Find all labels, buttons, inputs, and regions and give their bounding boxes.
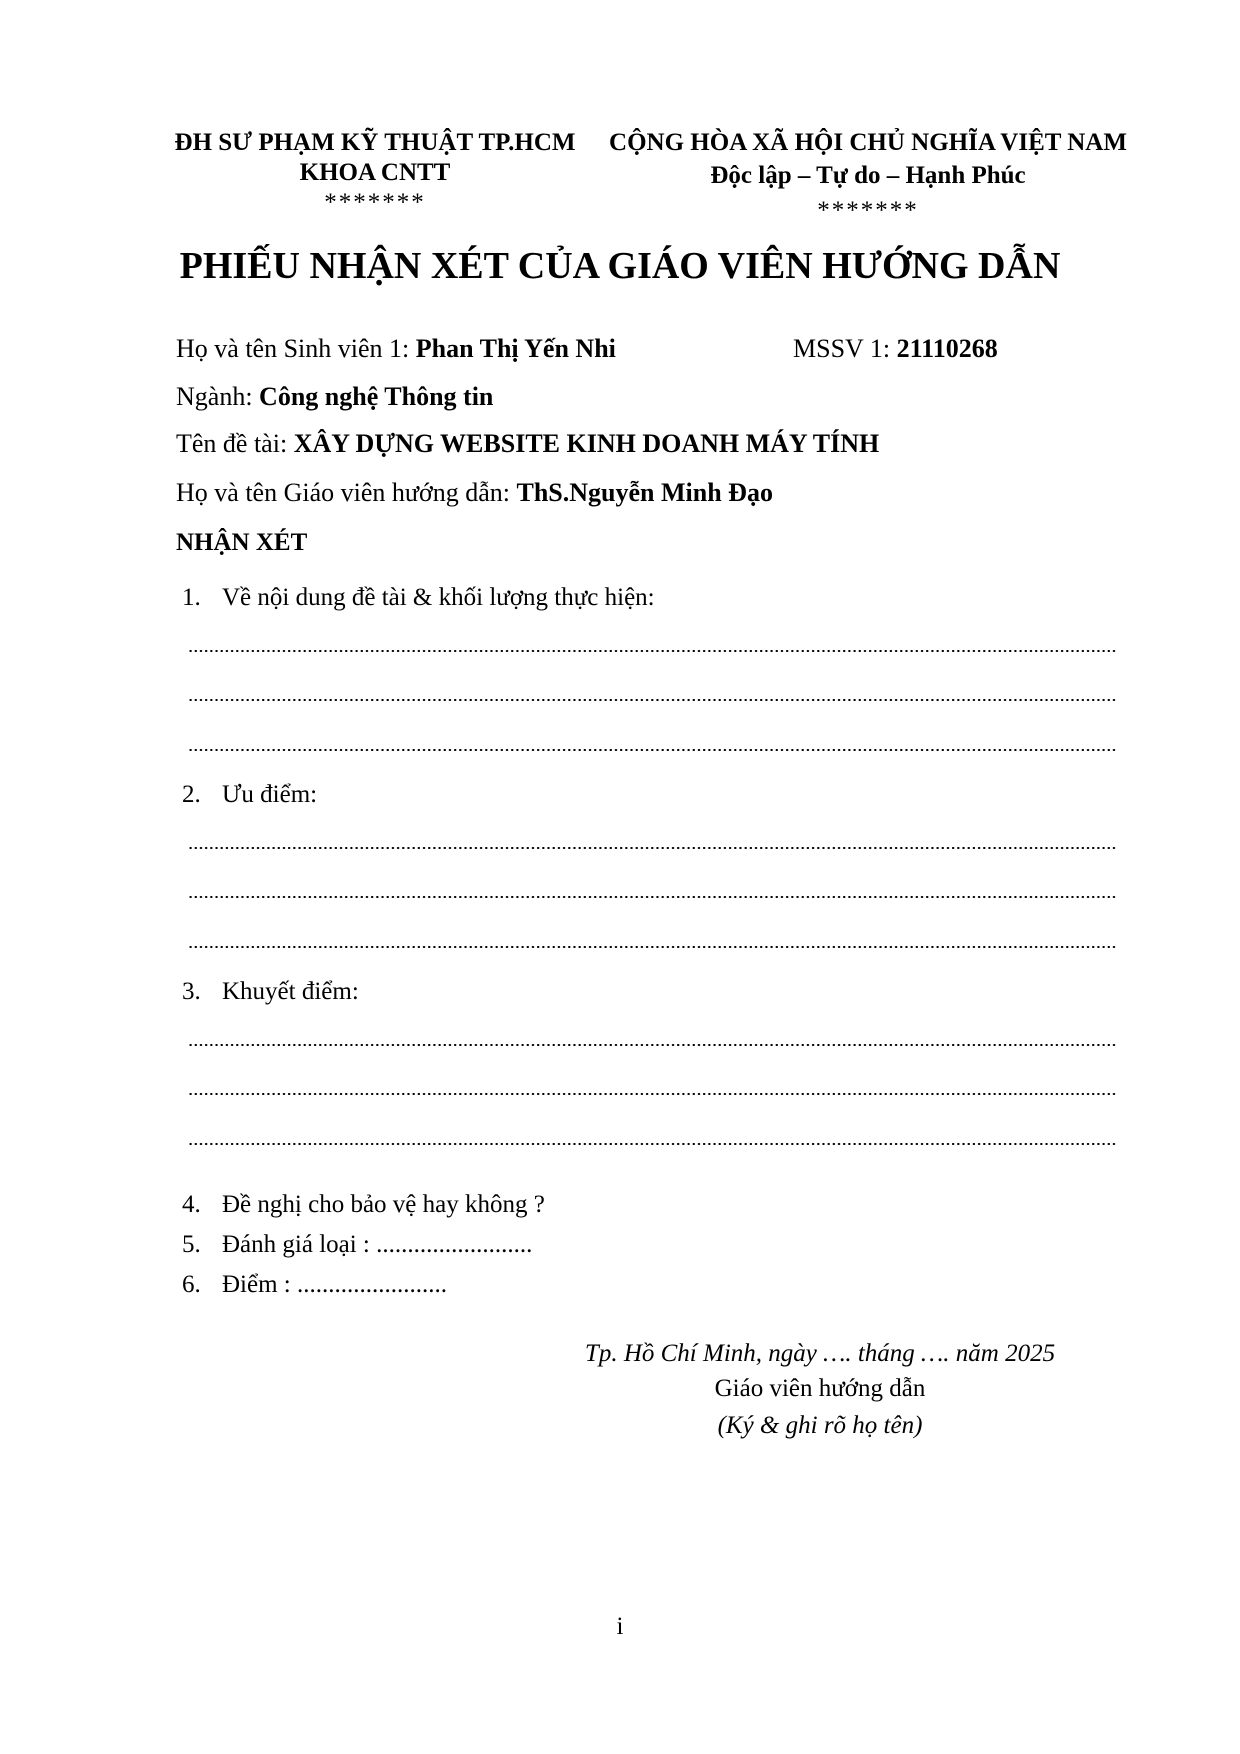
dotted-line: [188, 896, 1116, 898]
signature-note: (Ký & ghi rõ họ tên): [717, 1412, 923, 1439]
dotted-line: [188, 749, 1116, 751]
student-name: Phan Thị Yến Nhi: [415, 334, 616, 363]
mssv-value: 21110268: [896, 334, 998, 363]
dotted-line: [188, 1143, 1116, 1145]
item-text: Đánh giá loại : .........................: [222, 1231, 533, 1258]
major-row: [176, 381, 493, 413]
national-motto: Độc lập – Tự do – Hạnh Phúc: [710, 162, 1026, 189]
school-name: ĐH SƯ PHẠM KỸ THUẬT TP.HCM: [174, 129, 576, 156]
page-title: PHIẾU NHẬN XÉT CỦA GIÁO VIÊN HƯỚNG DẪN: [179, 245, 1061, 287]
item-number: 3.: [182, 978, 201, 1005]
advisor-value: ThS.Nguyễn Minh Đạo: [516, 478, 773, 507]
major-label: Ngành:: [176, 382, 253, 411]
item-text: Đề nghị cho bảo vệ hay không ?: [222, 1191, 545, 1218]
dotted-line: [188, 1044, 1116, 1046]
signature-role: Giáo viên hướng dẫn: [714, 1375, 926, 1402]
section-title: NHẬN XÉT: [176, 529, 308, 556]
item-number: 4.: [182, 1191, 201, 1218]
header-left-stars: *******: [324, 189, 426, 216]
dotted-line: [188, 946, 1116, 948]
item-text: Điểm : ........................: [222, 1271, 447, 1298]
advisor-label: Họ và tên Giáo viên hướng dẫn:: [176, 478, 510, 507]
topic-row: [176, 428, 879, 460]
student-label: Họ và tên Sinh viên 1:: [176, 334, 410, 363]
topic-value: XÂY DỰNG WEBSITE KINH DOANH MÁY TÍNH: [293, 429, 880, 458]
item-number: 1.: [182, 584, 201, 611]
place-date: Tp. Hồ Chí Minh, ngày …. tháng …. năm 2025: [584, 1340, 1056, 1367]
major-value: Công nghệ Thông tin: [259, 382, 494, 411]
dotted-line: [188, 847, 1116, 849]
faculty-name: KHOA CNTT: [299, 159, 451, 186]
header-right-stars: *******: [817, 197, 919, 224]
dotted-line: [188, 650, 1116, 652]
mssv-row: [793, 333, 998, 365]
item-text: Về nội dung đề tài & khối lượng thực hiện:: [222, 584, 655, 611]
dotted-line: [188, 699, 1116, 701]
item-number: 2.: [182, 781, 201, 808]
advisor-row: [176, 477, 773, 509]
country-name: CỘNG HÒA XÃ HỘI CHỦ NGHĨA VIỆT NAM: [609, 129, 1127, 156]
student-row: [176, 333, 616, 365]
topic-label: Tên đề tài:: [176, 429, 288, 458]
item-number: 5.: [182, 1231, 201, 1258]
item-number: 6.: [182, 1271, 201, 1298]
mssv-label: MSSV 1:: [793, 334, 891, 363]
dotted-line: [188, 1093, 1116, 1095]
item-text: Ưu điểm:: [222, 781, 318, 808]
item-text: Khuyết điểm:: [222, 978, 359, 1005]
page-number: i: [616, 1613, 624, 1640]
